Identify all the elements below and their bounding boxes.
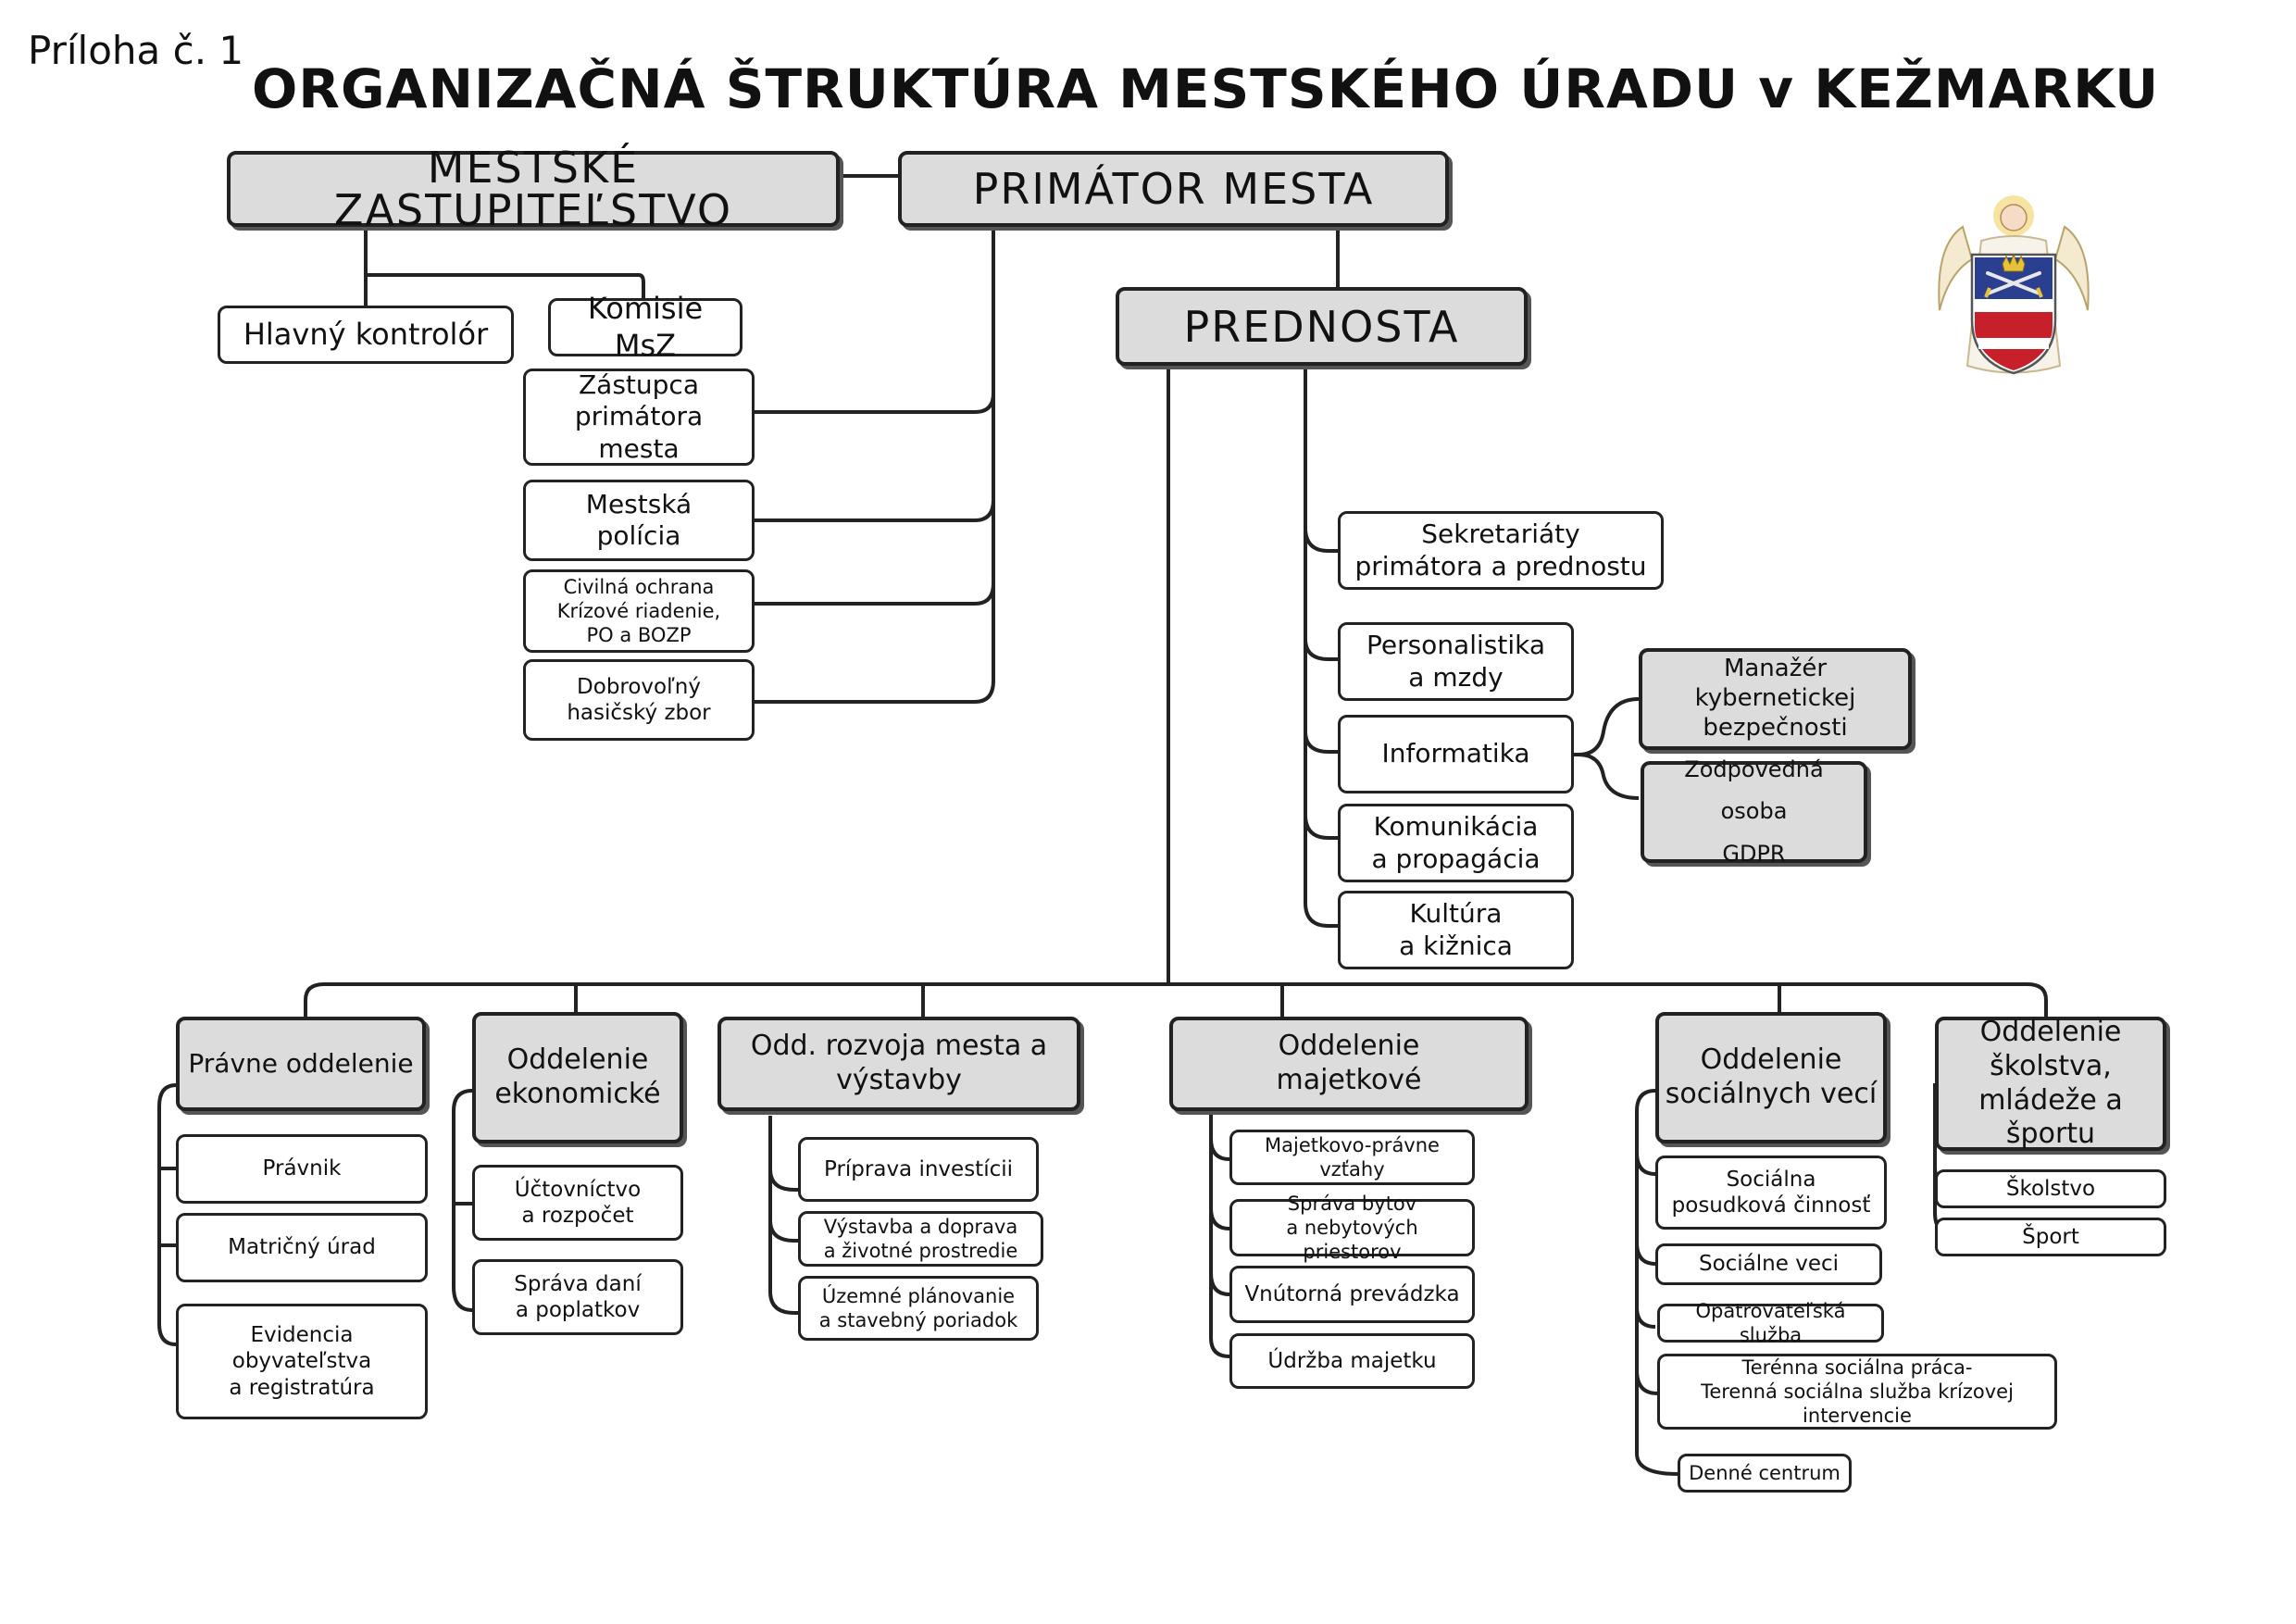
communication-box: Komunikácia a propagácia (1338, 804, 1574, 882)
gdpr-officer-box: Zodpovedná osoba GDPR (1641, 761, 1867, 863)
city-police-box: Mestská polícia (523, 480, 755, 561)
schools-box: Školstvo (1935, 1169, 2166, 1208)
internal-operations-box: Vnútorná prevádzka (1229, 1266, 1475, 1323)
social-department-box: Oddelenie sociálnych vecí (1655, 1012, 1887, 1143)
cybersecurity-manager-box: Manažér kybernetickej bezpečnosti (1639, 648, 1912, 750)
population-records-box: Evidencia obyvateľstva a registratúra (176, 1304, 428, 1419)
council-commissions-box: Komisie MsZ (548, 298, 742, 356)
spatial-planning-box: Územné plánovanie a stavebný poriadok (798, 1276, 1039, 1341)
care-service-box: Opatrovateľská služba (1657, 1304, 1884, 1343)
social-assessment-box: Sociálna posudková činnosť (1655, 1156, 1887, 1230)
construction-transport-box: Výstavba a doprava a životné prostredie (798, 1211, 1043, 1267)
tax-administration-box: Správa daní a poplatkov (472, 1259, 683, 1335)
annex-label: Príloha č. 1 (28, 28, 244, 73)
property-legal-relations-box: Majetkovo-právne vzťahy (1229, 1130, 1475, 1185)
field-social-work-box: Terénna sociálna práca- Terenná sociálna služba krízovej intervencie (1657, 1354, 2057, 1430)
day-centre-box: Denné centrum (1678, 1454, 1852, 1493)
city-council-box: MESTSKÉ ZASTUPITEĽSTVO (227, 151, 840, 227)
education-department-box: Oddelenie školstva, mládeže a športu (1935, 1017, 2166, 1151)
economic-department-box: Oddelenie ekonomické (472, 1012, 683, 1143)
page-title: ORGANIZAČNÁ ŠTRUKTÚRA MESTSKÉHO ÚRADU v KEŽMARKU (252, 57, 2160, 120)
secretariats-box: Sekretariáty primátora a prednostu (1338, 511, 1664, 590)
accounting-budget-box: Účtovníctvo a rozpočet (472, 1165, 683, 1241)
housing-management-box: Správa bytov a nebytových priestorov (1229, 1199, 1475, 1256)
registry-office-box: Matričný úrad (176, 1213, 428, 1282)
mayor-box: PRIMÁTOR MESTA (898, 151, 1449, 227)
volunteer-firefighters-box: Dobrovoľný hasičský zbor (523, 659, 755, 741)
sport-box: Šport (1935, 1218, 2166, 1256)
property-maintenance-box: Údržba majetku (1229, 1333, 1475, 1389)
hr-payroll-box: Personalistika a mzdy (1338, 622, 1574, 701)
legal-department-box: Právne oddelenie (176, 1017, 426, 1111)
property-department-box: Oddelenie majetkové (1169, 1017, 1529, 1111)
prednosta-box: PREDNOSTA (1116, 287, 1528, 366)
deputy-mayor-box: Zástupca primátora mesta (523, 369, 755, 466)
culture-library-box: Kultúra a kižnica (1338, 891, 1574, 969)
civil-protection-box: Civilná ochrana Krízové riadenie, PO a BOZP (523, 569, 755, 653)
chief-controller-box: Hlavný kontrolór (218, 306, 514, 364)
city-coat-of-arms-icon (1930, 190, 2097, 384)
lawyer-box: Právnik (176, 1134, 428, 1204)
it-box: Informatika (1338, 715, 1574, 793)
development-department-box: Odd. rozvoja mesta a výstavby (718, 1017, 1080, 1111)
social-affairs-box: Sociálne veci (1655, 1243, 1882, 1285)
investment-preparation-box: Príprava investícii (798, 1137, 1039, 1202)
